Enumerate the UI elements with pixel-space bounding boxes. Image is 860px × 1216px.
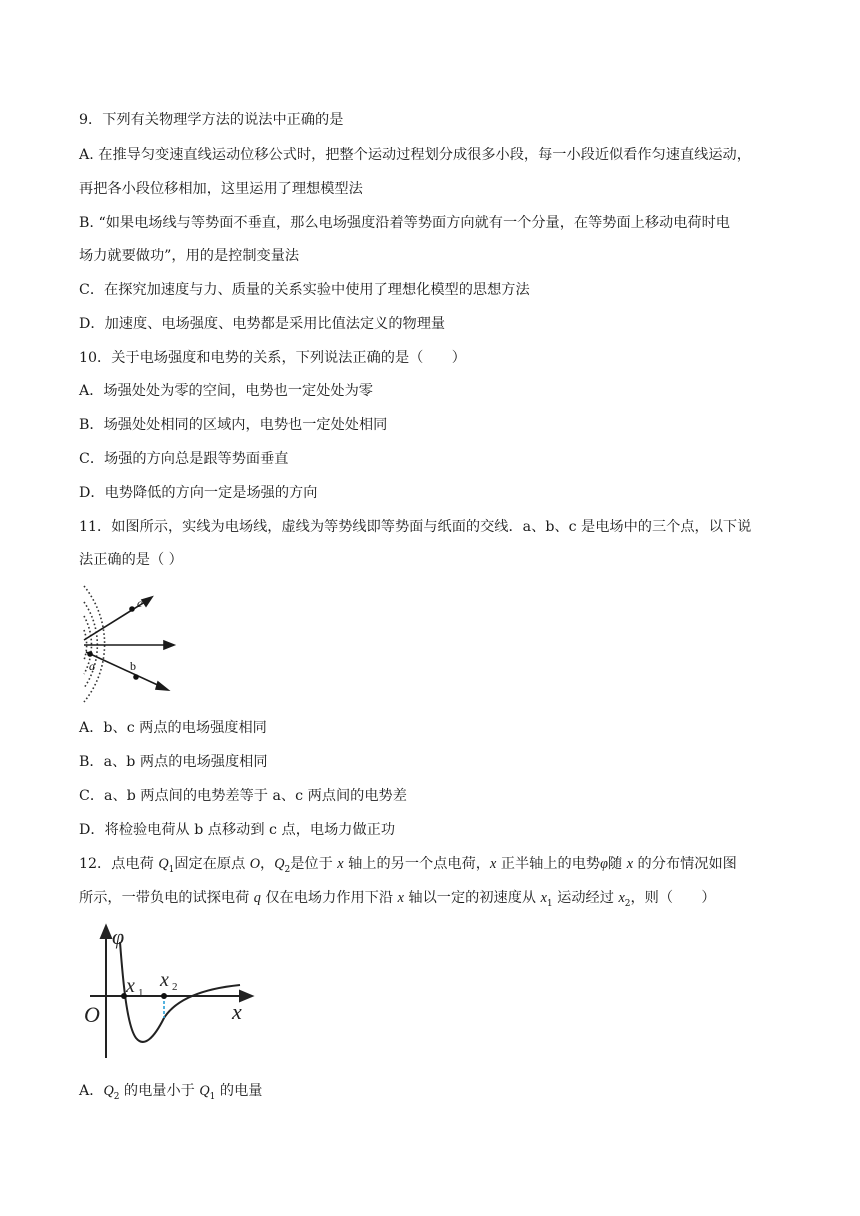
q11-label-a: a [89,659,95,673]
q11-stem-line1: 11．如图所示，实线为电场线，虚线为等势线即等势面与纸面的交线．a、b、c 是电场中的三个点，以下说 [79,519,752,535]
q11-label-c: c [137,596,143,610]
q9-option-a-line1: A. 在推导匀变速直线运动位移公式时，把整个运动过程划分成很多小段，每一小段近似看作匀速直线运动， [79,147,751,163]
q9-option-b-line1: B. “如果电场线与等势面不垂直，那么电场强度沿着等势面方向就有一个分量，在等势面上移动电荷时电 [79,215,730,231]
q12-x1-label: x [126,975,135,997]
q12-stem-line1: 12．点电荷 $Q_1$固定在原点 O，$Q_2$是位于 x 轴上的另一个点电荷，x 正半轴上的电势φ随 x 的分布情况如图 [79,856,737,875]
q10-option-a: A．场强处处为零的空间，电势也一定处处为零 [79,383,373,399]
q12-stem-line2: 所示，一带负电的试探电荷 q 仅在电场力作用下沿 x 轴以一定的初速度从 $x_1$ 运动经过 $x_2$，则（ ） [79,890,716,909]
q12-x-axis-label: x [232,999,242,1024]
q11-option-d: D．将检验电荷从 b 点移动到 c 点，电场力做正功 [79,822,396,838]
q10-option-b: B．场强处处相同的区域内，电势也一定处处相同 [79,417,388,433]
q11-label-b: b [130,659,136,673]
q11-option-c: C．a、b 两点间的电势差等于 a、c 两点间的电势差 [79,788,407,804]
q11-field-line-figure [78,578,180,710]
q10-stem: 10．关于电场强度和电势的关系，下列说法正确的是（ ） [79,350,466,366]
q12-x2-subscript: 2 [172,981,178,993]
q9-option-c: C．在探究加速度与力、质量的关系实验中使用了理想化模型的思想方法 [79,282,530,298]
q12-x2-label: x [160,969,169,991]
q11-option-b: B．a、b 两点的电场强度相同 [79,754,268,770]
q9-option-d: D．加速度、电场强度、电势都是采用比值法定义的物理量 [79,316,446,332]
q10-option-d: D．电势降低的方向一定是场强的方向 [79,485,318,501]
q11-option-a: A．b、c 两点的电场强度相同 [79,720,267,736]
q11-stem-line2: 法正确的是（ ） [79,552,183,568]
q12-phi-label: φ [112,924,125,949]
q12-x1-subscript: 1 [138,987,144,999]
q12-potential-graph [80,922,260,1062]
q9-option-a-line2: 再把各小段位移相加，这里运用了理想模型法 [79,181,363,197]
q12-option-a: A．$Q_2$ 的电量小于 $Q_1$ 的电量 [79,1083,263,1102]
q12-origin-label: O [84,1002,100,1027]
q9-option-b-line2: 场力就要做功”，用的是控制变量法 [79,248,300,264]
q10-option-c: C．场强的方向总是跟等势面垂直 [79,451,289,467]
q9-stem: 9．下列有关物理学方法的说法中正确的是 [79,112,344,128]
